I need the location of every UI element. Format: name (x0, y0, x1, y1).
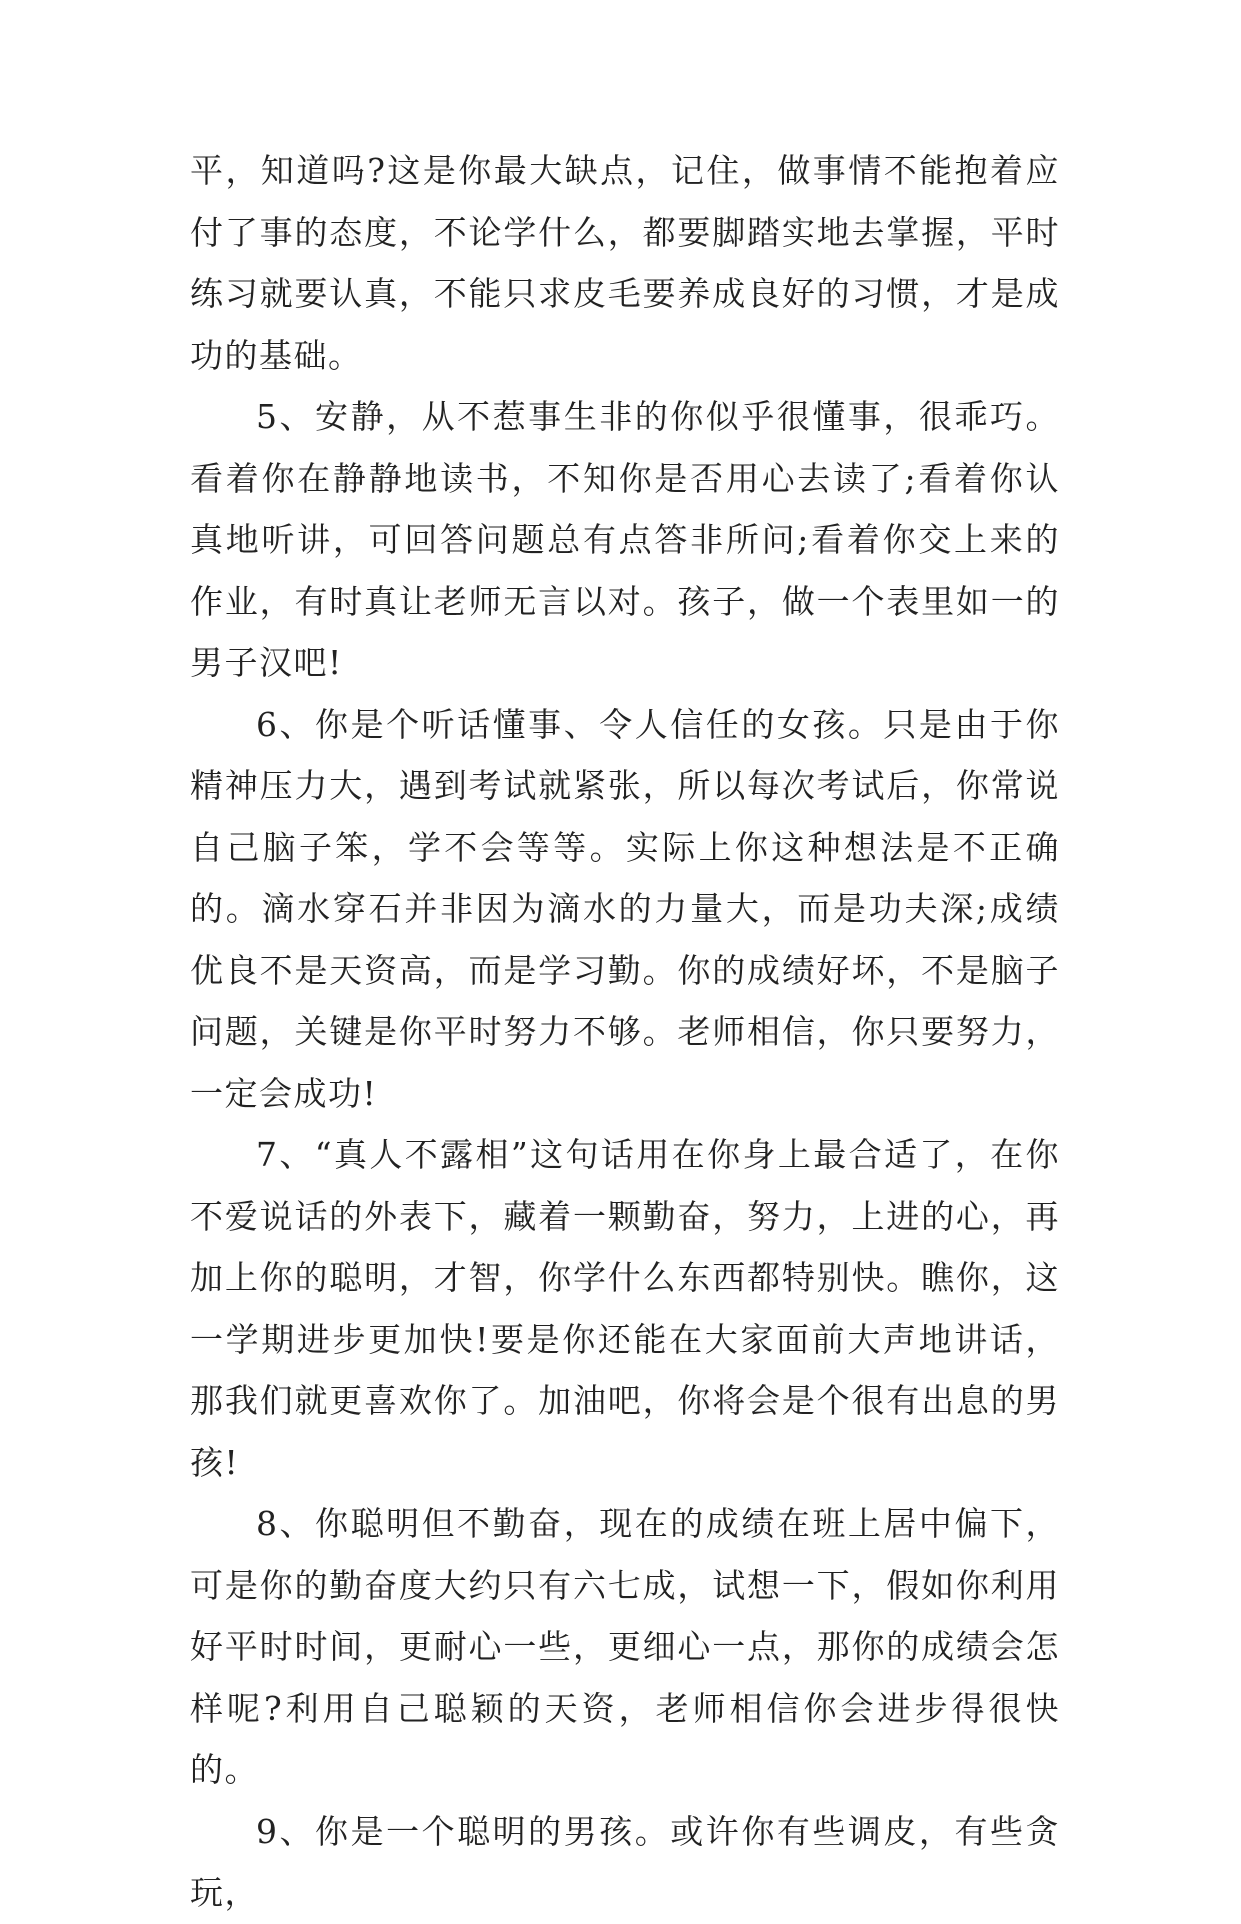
paragraph-item-9: 9、你是一个聪明的男孩。或许你有些调皮，有些贪玩， (190, 1811, 1060, 1912)
paragraph-item-8: 8、你聪明但不勤奋，现在的成绩在班上居中偏下，可是你的勤奋度大约只有六七成，试想一下，假如你利用好平时时间，更耐心一些，更细心一点，那你的成绩会怎样呢?利用自己聪颖的天资，老师相信你会进步得很快的。 (190, 1504, 1060, 1789)
paragraph-item-7: 7、“真人不露相”这句话用在你身上最合适了，在你不爱说话的外表下，藏着一颗勤奋，努力，上进的心，再加上你的聪明，才智，你学什么东西都特别快。瞧你，这一学期进步更加快!要是你还能在大家面前大声地讲话，那我们就更喜欢你了。加油吧，你将会是个很有出息的男孩! (190, 1135, 1060, 1482)
paragraph-continuation: 平，知道吗?这是你最大缺点，记住，做事情不能抱着应付了事的态度，不论学什么，都要脚踏实地去掌握，平时练习就要认真，不能只求皮毛要养成良好的习惯，才是成功的基础。 (190, 151, 1060, 375)
document-body (190, 140, 1060, 1924)
paragraph-item-6: 6、你是个听话懂事、令人信任的女孩。只是由于你精神压力大，遇到考试就紧张，所以每次考试后，你常说自己脑子笨，学不会等等。实际上你这种想法是不正确的。滴水穿石并非因为滴水的力量大，而是功夫深;成绩优良不是天资高，而是学习勤。你的成绩好坏，不是脑子问题，关键是你平时努力不够。老师相信，你只要努力，一定会成功! (190, 704, 1060, 1113)
paragraph-item-5: 5、安静，从不惹事生非的你似乎很懂事，很乖巧。看着你在静静地读书，不知你是否用心去读了;看着你认真地听讲，可回答问题总有点答非所问;看着你交上来的作业，有时真让老师无言以对。孩子，做一个表里如一的男子汉吧! (190, 397, 1060, 682)
